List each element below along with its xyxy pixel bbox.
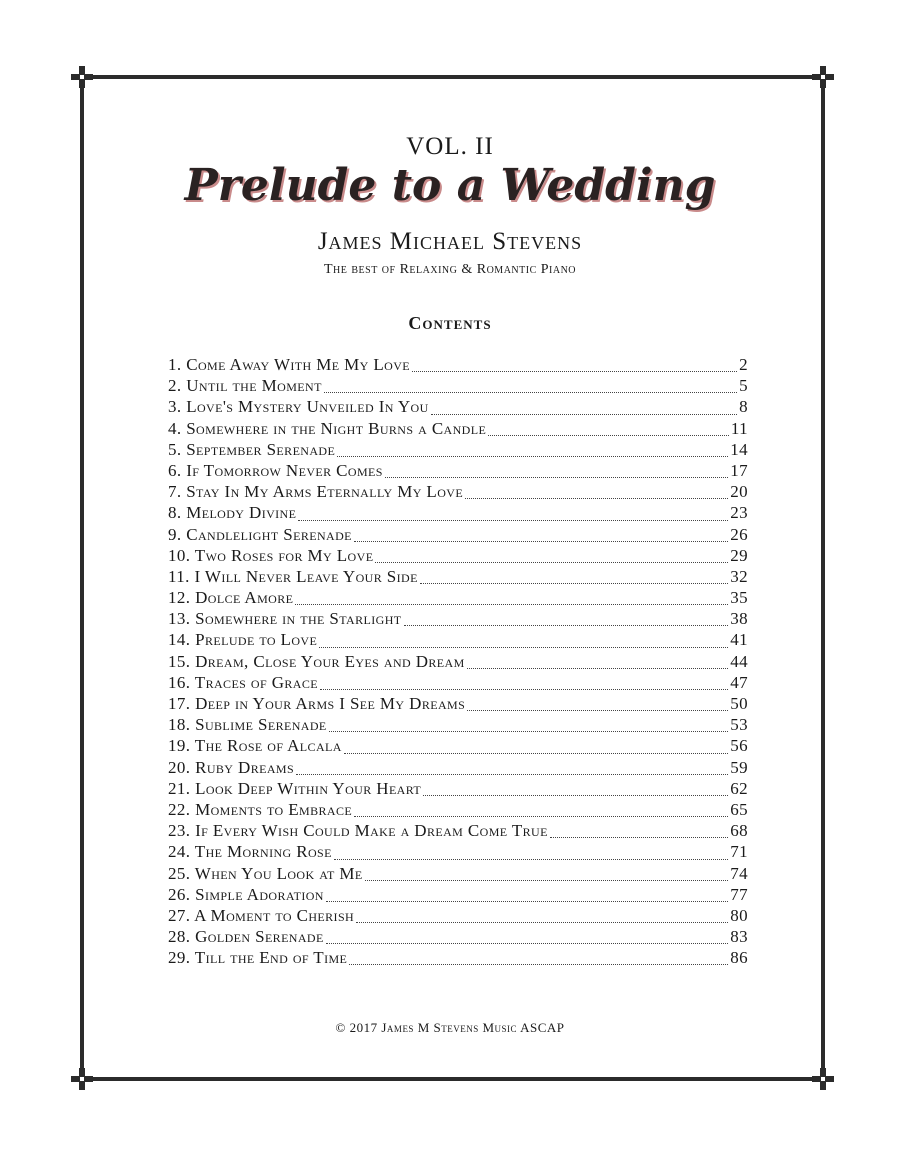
toc-entry-page: 74: [730, 863, 748, 883]
toc-entry-page: 17: [730, 460, 748, 480]
toc-entry-page: 41: [730, 630, 748, 650]
toc-entry: [168, 779, 748, 800]
toc-entry: [168, 673, 748, 694]
volume-label: VOL. II: [406, 133, 494, 160]
toc-entry: [168, 397, 748, 418]
toc-dot-leader: [365, 880, 729, 881]
toc-dot-leader: [324, 392, 737, 393]
toc-entry: [168, 652, 748, 673]
toc-entry-page: 14: [730, 439, 748, 459]
corner-ornament-icon: [812, 1068, 834, 1090]
toc-entry-title: 8. Melody Divine: [168, 503, 297, 523]
toc-entry-page: 26: [730, 524, 748, 544]
toc-entry-page: 80: [730, 905, 748, 925]
toc-entry-page: 65: [730, 799, 748, 819]
toc-entry: [168, 567, 748, 588]
toc-entry-page: 38: [730, 609, 748, 629]
toc-dot-leader: [385, 477, 728, 478]
toc-entry-title: 12. Dolce Amore: [168, 588, 294, 608]
toc-entry: [168, 715, 748, 736]
composer-name: James Michael Stevens: [317, 228, 583, 255]
toc-entry-page: 8: [739, 397, 748, 417]
toc-entry: [168, 376, 748, 397]
toc-dot-leader: [329, 731, 729, 732]
toc-entry: [168, 419, 748, 440]
toc-entry-page: 2: [739, 355, 748, 374]
toc-entry-title: 22. Moments to Embrace: [168, 799, 353, 819]
toc-entry-title: 3. Love's Mystery Unveiled In You: [168, 397, 429, 417]
toc-entry-page: 32: [730, 566, 748, 586]
toc-dot-leader: [467, 668, 729, 669]
toc-entry-title: 4. Somewhere in the Night Burns a Candle: [168, 418, 487, 438]
toc-entry: [168, 630, 748, 651]
toc-dot-leader: [550, 837, 728, 838]
toc-entry-page: 44: [730, 651, 748, 671]
toc-entry-page: 71: [730, 842, 748, 862]
toc-entry: [168, 694, 748, 715]
toc-entry: [168, 885, 748, 906]
toc-entry-page: 56: [730, 736, 748, 756]
toc-entry: [168, 482, 748, 503]
contents-heading: Contents: [408, 313, 492, 333]
toc-dot-leader: [354, 816, 728, 817]
toc-entry: [168, 864, 748, 885]
toc-entry-page: 77: [730, 884, 748, 904]
toc-entry-page: 86: [730, 948, 748, 968]
toc-dot-leader: [344, 753, 728, 754]
toc-entry-title: 6. If Tomorrow Never Comes: [168, 460, 383, 480]
toc-entry-page: 50: [730, 694, 748, 713]
toc-entry-title: 23. If Every Wish Could Make a Dream Come True: [168, 821, 548, 841]
toc-entry: [168, 609, 748, 630]
toc-entry-page: 5: [739, 376, 748, 396]
corner-ornament-icon: [71, 66, 93, 88]
toc-entry-title: 25. When You Look at Me: [168, 863, 363, 883]
toc-entry-title: 21. Look Deep Within Your Heart: [168, 778, 422, 798]
toc-dot-leader: [467, 710, 728, 711]
toc-dot-leader: [334, 859, 728, 860]
toc-dot-leader: [488, 435, 729, 436]
toc-entry-title: 1. Come Away With Me My Love: [168, 355, 411, 374]
toc-entry-title: 5. September Serenade: [168, 439, 336, 459]
toc-entry-title: 20. Ruby Dreams: [168, 757, 295, 777]
toc-entry: [168, 440, 748, 461]
toc-dot-leader: [319, 647, 728, 648]
book-tagline: The best of Relaxing & Romantic Piano: [323, 262, 577, 277]
toc-dot-leader: [295, 604, 728, 605]
copyright-notice: © 2017 James M Stevens Music ASCAP: [335, 1020, 565, 1035]
toc-dot-leader: [420, 583, 728, 584]
toc-entry: [168, 736, 748, 757]
toc-entry-page: 20: [730, 482, 748, 502]
book-title: Prelude to a Wedding: [184, 160, 716, 211]
toc-dot-leader: [296, 774, 728, 775]
toc-dot-leader: [375, 562, 728, 563]
toc-dot-leader: [404, 625, 729, 626]
toc-entry-title: 10. Two Roses for My Love: [168, 545, 374, 565]
toc-dot-leader: [349, 964, 728, 965]
toc-entry-title: 17. Deep in Your Arms I See My Dreams: [168, 694, 466, 713]
toc-entry: [168, 758, 748, 779]
toc-entry-page: 29: [730, 545, 748, 565]
corner-ornament-icon: [812, 66, 834, 88]
toc-entry-title: 9. Candlelight Serenade: [168, 524, 352, 544]
toc-entry: [168, 800, 748, 821]
toc-entry-title: 7. Stay In My Arms Eternally My Love: [168, 482, 464, 502]
toc-entry-page: 53: [730, 715, 748, 735]
toc-entry-title: 26. Simple Adoration: [168, 884, 324, 904]
toc-entry-page: 62: [730, 778, 748, 798]
toc-dot-leader: [298, 520, 728, 521]
toc-entry-title: 13. Somewhere in the Starlight: [168, 609, 402, 629]
toc-entry-title: 16. Traces of Grace: [168, 672, 318, 692]
table-of-contents: [168, 355, 748, 969]
corner-ornament-icon: [71, 1068, 93, 1090]
toc-entry: [168, 821, 748, 842]
toc-dot-leader: [412, 371, 737, 372]
toc-entry-title: 27. A Moment to Cherish: [168, 905, 355, 925]
toc-entry-page: 11: [730, 418, 748, 438]
toc-entry: [168, 461, 748, 482]
toc-entry-title: 29. Till the End of Time: [168, 948, 348, 968]
toc-dot-leader: [423, 795, 728, 796]
toc-entry: [168, 503, 748, 524]
toc-entry-title: 28. Golden Serenade: [168, 927, 324, 947]
toc-dot-leader: [431, 414, 737, 415]
toc-dot-leader: [337, 456, 728, 457]
toc-dot-leader: [354, 541, 728, 542]
toc-entry-title: 14. Prelude to Love: [168, 630, 318, 650]
toc-entry: [168, 588, 748, 609]
toc-entry-page: 59: [730, 757, 748, 777]
toc-entry-title: 11. I Will Never Leave Your Side: [168, 566, 418, 586]
toc-entry: [168, 927, 748, 948]
toc-entry-title: 19. The Rose of Alcala: [168, 736, 342, 756]
toc-entry-title: 18. Sublime Serenade: [168, 715, 327, 735]
toc-entry-page: 23: [730, 503, 748, 523]
toc-dot-leader: [320, 689, 728, 690]
toc-entry-page: 35: [730, 588, 748, 608]
toc-entry: [168, 906, 748, 927]
toc-entry-title: 15. Dream, Close Your Eyes and Dream: [168, 651, 465, 671]
toc-entry: [168, 842, 748, 863]
toc-entry-title: 24. The Morning Rose: [168, 842, 332, 862]
toc-dot-leader: [326, 901, 728, 902]
toc-entry-page: 83: [730, 927, 748, 947]
toc-dot-leader: [356, 922, 728, 923]
toc-entry: [168, 948, 748, 969]
toc-dot-leader: [326, 943, 728, 944]
toc-entry-page: 68: [730, 821, 748, 841]
toc-entry: [168, 546, 748, 567]
toc-entry: [168, 355, 748, 376]
toc-entry-page: 47: [730, 672, 748, 692]
toc-dot-leader: [465, 498, 728, 499]
toc-entry-title: 2. Until the Moment: [168, 376, 322, 396]
toc-entry: [168, 525, 748, 546]
